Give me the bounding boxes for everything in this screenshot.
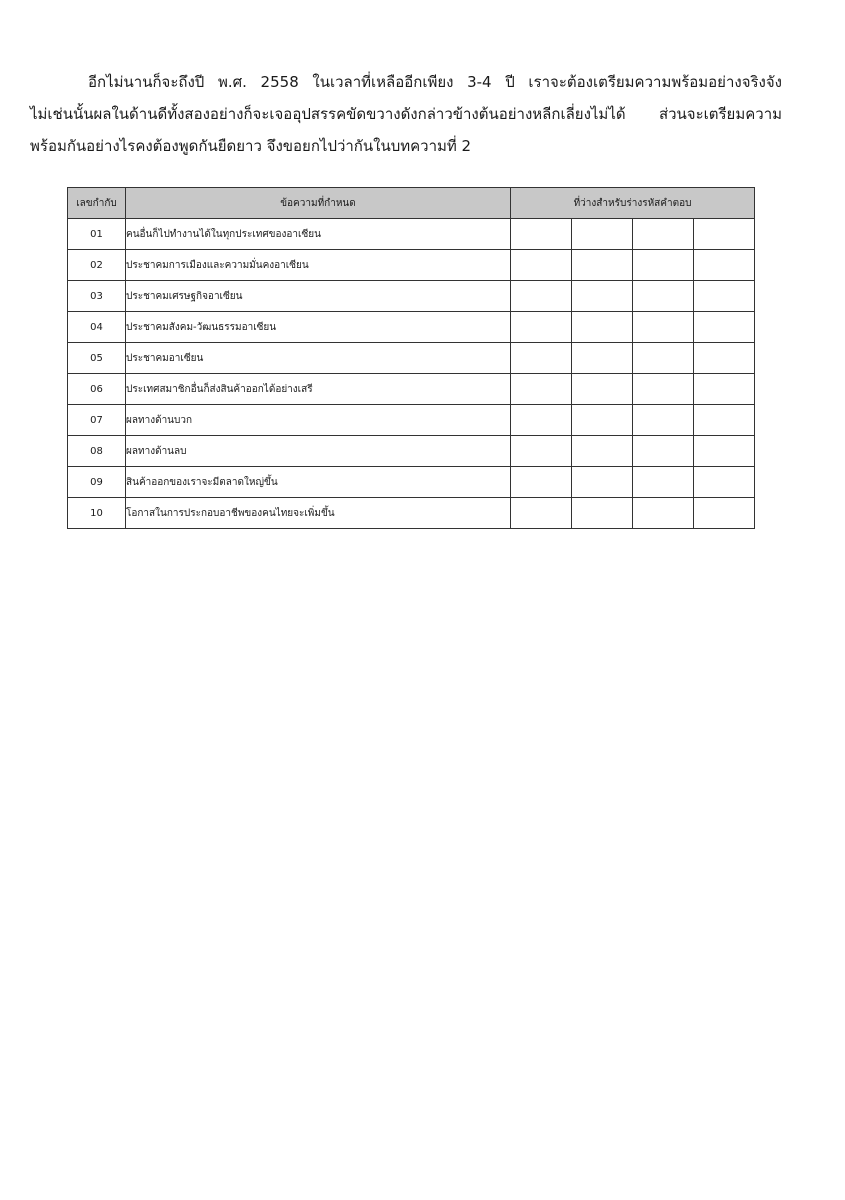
table-row	[68, 281, 755, 312]
answer-code-cell[interactable]	[633, 250, 694, 281]
answer-code-cell[interactable]	[633, 374, 694, 405]
row-statement: ประชาคมอาเซียน	[126, 343, 511, 374]
answer-code-cell[interactable]	[511, 250, 572, 281]
row-number: 07	[68, 405, 126, 436]
answer-code-cell[interactable]	[511, 405, 572, 436]
row-statement: ประเทศสมาชิกอื่นก็ส่งสินค้าออกได้อย่างเสรี	[126, 374, 511, 405]
table-row	[68, 312, 755, 343]
row-number: 05	[68, 343, 126, 374]
intro-paragraph	[30, 66, 782, 162]
answer-code-cell[interactable]	[694, 405, 755, 436]
row-statement: สินค้าออกของเราจะมีตลาดใหญ่ขึ้น	[126, 467, 511, 498]
answer-code-cell[interactable]	[633, 219, 694, 250]
row-number: 10	[68, 498, 126, 529]
answer-code-table	[67, 187, 755, 529]
answer-code-cell[interactable]	[511, 436, 572, 467]
table-row	[68, 219, 755, 250]
table-row	[68, 498, 755, 529]
answer-code-cell[interactable]	[633, 467, 694, 498]
answer-code-cell[interactable]	[633, 498, 694, 529]
answer-code-cell[interactable]	[694, 219, 755, 250]
answer-code-cell[interactable]	[694, 467, 755, 498]
row-number: 06	[68, 374, 126, 405]
answer-code-cell[interactable]	[694, 250, 755, 281]
answer-code-cell[interactable]	[572, 281, 633, 312]
answer-code-cell[interactable]	[633, 343, 694, 374]
header-statement: ข้อความที่กำหนด	[126, 188, 511, 219]
row-statement: ผลทางด้านบวก	[126, 405, 511, 436]
answer-code-cell[interactable]	[694, 436, 755, 467]
row-statement: ประชาคมเศรษฐกิจอาเซียน	[126, 281, 511, 312]
answer-code-cell[interactable]	[511, 343, 572, 374]
answer-code-cell[interactable]	[511, 219, 572, 250]
row-number: 03	[68, 281, 126, 312]
answer-code-cell[interactable]	[694, 498, 755, 529]
row-number: 04	[68, 312, 126, 343]
answer-code-cell[interactable]	[633, 281, 694, 312]
table-row	[68, 250, 755, 281]
row-number: 01	[68, 219, 126, 250]
row-number: 02	[68, 250, 126, 281]
table-row	[68, 405, 755, 436]
row-statement: ประชาคมการเมืองและความมั่นคงอาเซียน	[126, 250, 511, 281]
answer-code-cell[interactable]	[572, 405, 633, 436]
answer-code-cell[interactable]	[633, 312, 694, 343]
paragraph-line-2: ไม่เช่นนั้นผลในด้านดีทั้งสองอย่างก็จะเจออุปสรรคขัดขวางดังกล่าวข้างต้นอย่างหลีกเลี่ยงไม่ได้ ส่วนจะเตรียมความ	[30, 105, 782, 123]
header-answer-space: ที่ว่างสำหรับร่างรหัสคำตอบ	[511, 188, 755, 219]
table-row	[68, 436, 755, 467]
answer-code-cell[interactable]	[633, 405, 694, 436]
row-statement: ผลทางด้านลบ	[126, 436, 511, 467]
answer-code-cell[interactable]	[572, 312, 633, 343]
answer-code-cell[interactable]	[572, 374, 633, 405]
answer-code-cell[interactable]	[511, 281, 572, 312]
row-number: 08	[68, 436, 126, 467]
paragraph-line-1: อีกไม่นานก็จะถึงปี พ.ศ. 2558 ในเวลาที่เหลืออีกเพียง 3-4 ปี เราจะต้องเตรียมความพร้อมอย่างจริงจัง	[88, 73, 782, 91]
answer-code-cell[interactable]	[511, 467, 572, 498]
answer-code-cell[interactable]	[572, 436, 633, 467]
header-number: เลขกำกับ	[68, 188, 126, 219]
row-statement: คนอื่นก็ไปทำงานได้ในทุกประเทศของอาเซียน	[126, 219, 511, 250]
answer-code-cell[interactable]	[633, 436, 694, 467]
answer-code-cell[interactable]	[511, 312, 572, 343]
answer-code-cell[interactable]	[511, 374, 572, 405]
answer-code-cell[interactable]	[572, 219, 633, 250]
row-number: 09	[68, 467, 126, 498]
answer-code-cell[interactable]	[572, 343, 633, 374]
answer-code-cell[interactable]	[511, 498, 572, 529]
table-body	[68, 219, 755, 529]
answer-code-cell[interactable]	[694, 281, 755, 312]
answer-code-cell[interactable]	[694, 374, 755, 405]
answer-code-cell[interactable]	[572, 250, 633, 281]
table-row	[68, 343, 755, 374]
answer-code-cell[interactable]	[694, 343, 755, 374]
table-row	[68, 467, 755, 498]
row-statement: โอกาสในการประกอบอาชีพของคนไทยจะเพิ่มขึ้น	[126, 498, 511, 529]
answer-code-cell[interactable]	[572, 467, 633, 498]
table-header-row	[68, 188, 755, 219]
answer-code-cell[interactable]	[572, 498, 633, 529]
row-statement: ประชาคมสังคม-วัฒนธรรมอาเซียน	[126, 312, 511, 343]
paragraph-line-3: พร้อมกันอย่างไรคงต้องพูดกันยืดยาว จึงขอยกไปว่ากันในบทความที่ 2	[30, 137, 472, 155]
table-row	[68, 374, 755, 405]
answer-code-cell[interactable]	[694, 312, 755, 343]
